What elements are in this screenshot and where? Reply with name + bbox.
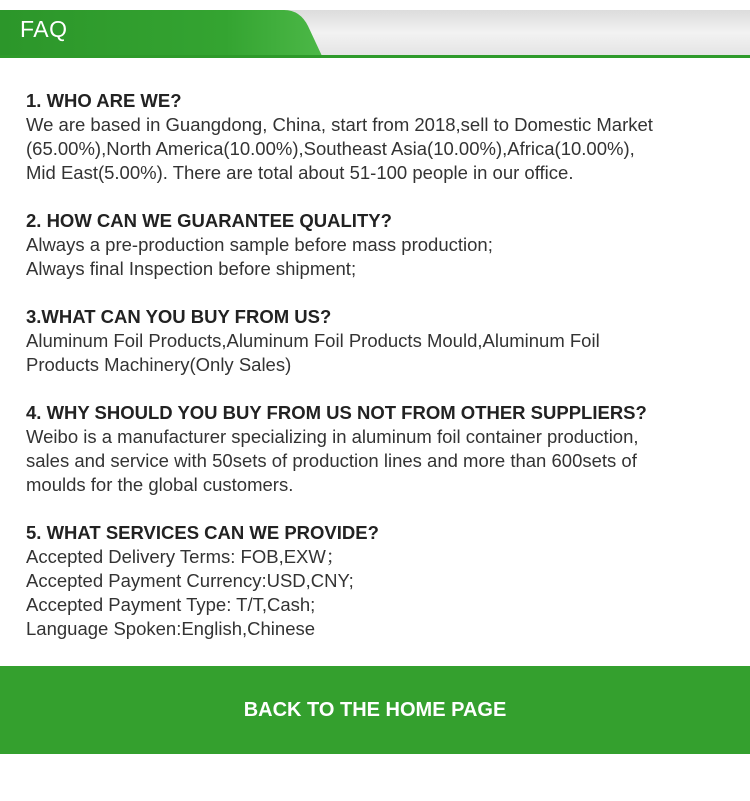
faq-answer-line: Weibo is a manufacturer specializing in aluminum foil container production,	[26, 426, 639, 447]
faq-header-graphic	[0, 0, 750, 70]
faq-answer-line: Accepted Payment Type: T/T,Cash;	[26, 594, 316, 615]
faq-answer-line: Language Spoken:English,Chinese	[26, 618, 316, 639]
faq-item-quality	[26, 209, 738, 281]
faq-answer-line: moulds for the global customers.	[26, 474, 294, 495]
faq-item-products	[26, 305, 738, 377]
faq-answer-line: Aluminum Foil Products,Aluminum Foil Products Mould,Aluminum Foil	[26, 330, 600, 351]
faq-answer-line: sales and service with 50sets of production lines and more than 600sets of	[26, 450, 637, 471]
faq-answer-line: Accepted Payment Currency:USD,CNY;	[26, 570, 354, 591]
faq-header	[0, 0, 750, 70]
faq-item-services	[26, 521, 738, 641]
faq-answer-line: Always a pre-production sample before mass production;	[26, 234, 493, 255]
faq-question: 2. HOW CAN WE GUARANTEE QUALITY?	[26, 210, 392, 231]
back-to-home-button[interactable]: BACK TO THE HOME PAGE	[0, 666, 750, 754]
faq-item-who-are-we	[26, 89, 738, 185]
faq-answer-line: Always final Inspection before shipment;	[26, 258, 357, 279]
faq-answer-line: We are based in Guangdong, China, start from 2018,sell to Domestic Market	[26, 114, 653, 135]
faq-item-why-us	[26, 401, 738, 497]
faq-answer-line: Accepted Delivery Terms: FOB,EXW；	[26, 546, 345, 567]
faq-list	[26, 89, 738, 665]
faq-question: 3.WHAT CAN YOU BUY FROM US?	[26, 306, 332, 327]
faq-title: FAQ	[20, 16, 68, 42]
faq-question: 4. WHY SHOULD YOU BUY FROM US NOT FROM OTHER SUPPLIERS?	[26, 402, 647, 423]
faq-answer-line: Products Machinery(Only Sales)	[26, 354, 292, 375]
faq-question: 1. WHO ARE WE?	[26, 90, 182, 111]
faq-answer-line: (65.00%),North America(10.00%),Southeast Asia(10.00%),Africa(10.00%),	[26, 138, 635, 159]
faq-answer-line: Mid East(5.00%). There are total about 51-100 people in our office.	[26, 162, 574, 183]
faq-question: 5. WHAT SERVICES CAN WE PROVIDE?	[26, 522, 379, 543]
